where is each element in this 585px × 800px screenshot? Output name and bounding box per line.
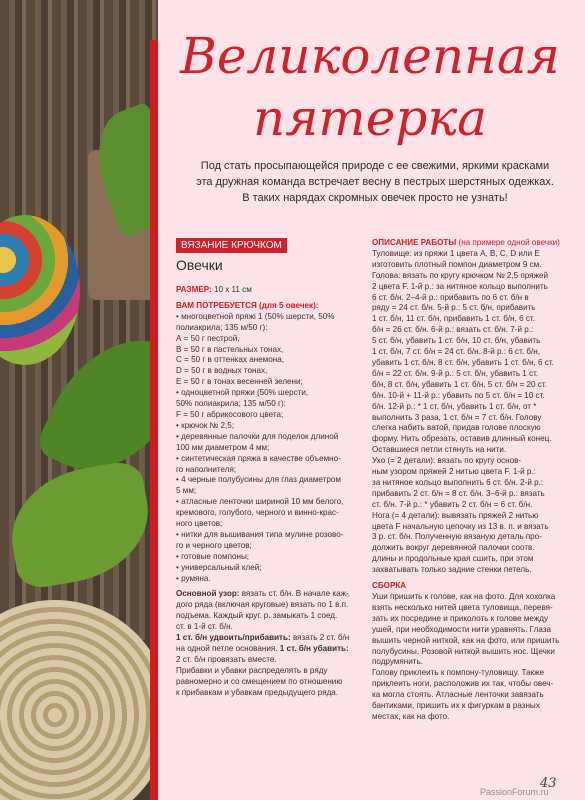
text-line: го наполнителя; [176,464,237,474]
text-line: изготовить плотный помпон диаметром 9 см. [372,259,542,269]
text-line: зать их посредине и приколоть к голове между [372,613,549,623]
text-line: А = 50 г пестрой, [176,333,240,343]
decrease-line: 2 ст. б/н провязать вместе. [176,654,277,664]
intro-text [170,158,580,206]
text-line: 3 р. ст. б/н. Полученную вязаную деталь про- [372,532,542,542]
text-line: Е = 50 г в тонах весенней зелени; [176,377,303,387]
intro-line: эта дружная команда встречает весну в пестрых шерстяных одежках. [196,176,554,188]
left-column [176,238,364,699]
text-line: • готовые помпоны; [176,551,250,561]
text-line: В = 50 г в пастельных тонах, [176,344,284,354]
work-description [372,249,568,576]
title-line-2: пятерка [253,89,487,147]
text-line: полубусины. Розовой ниткой вышить нос. Щечки [372,646,555,656]
page-number: 43 [540,776,557,791]
materials-list [176,312,364,585]
text-line: • многоцветной пряжі 1 (50% шерсти, 50% [176,311,335,321]
text-line: б/н. 10-й + 11-й р.: убавить по 5 ст. б/н = 10 ст. [372,390,545,400]
text-line: • деревянные палочки для поделок длиной [176,431,339,441]
accent-bar [150,40,158,800]
text-line: местах, как на фото. [372,711,450,721]
text-line: 6 ст. б/н. 2–4-й р.: прибавить по 6 ст. б/н в [372,292,529,302]
text-line: • нитки для вышивания типа мулине розово- [176,529,344,539]
text-line: • румяна. [176,573,211,583]
text-line: ка могла стоять. Атласные ленточки завязать [372,690,544,700]
text-line: • универсальный клей; [176,562,262,572]
text-line: 5 ст. б/н, убавить 1 ст. б/н, 10 ст. б/н, убавить [372,336,541,346]
text-line: ст. б/н. 7-й р.: * убавить 2 ст. б/н = 6 ст. б/н. [372,499,533,509]
text-line: Голова: вязать по кругу крючком № 2,5 пряжей [372,270,549,280]
pattern-line: подъема. Каждый круг. р. замыкать 1 соед. [176,611,338,621]
work-header: ОПИСАНИЕ РАБОТЫ (на примере одной овечки) [372,238,560,247]
page-title [160,25,580,149]
distribution-line: к прибавкам и убавкам предыдущего ряда. [176,687,339,697]
assembly-description [372,592,568,723]
text-line: слегка набить ватой, придав голове плоскую [372,423,541,433]
text-line: 1 ст. б/н, 11 ст. б/н, прибавить 1 ст. б/н, 6 ст. [372,314,535,324]
text-line: б/н = 22 ст. б/н. 9-й р.: 5 ст. б/н, убавить 1 ст. [372,368,539,378]
right-column [372,238,568,723]
article-subtitle: Овечки [176,257,223,273]
text-line: форму. Нить обрезать, оставив длинный конец. [372,434,552,444]
text-line: вышить черной ниткой, как на фото, или пришить [372,635,560,645]
text-line: полиакрила; 135 м/50 г): [176,322,268,332]
text-line: • 4 черные полубусины для глаз диаметром [176,475,341,485]
text-line: должить вокруг деревянной палочки соотв. [372,543,535,553]
text-line: 50% полиакрила; 135 м/50 г): [176,399,286,409]
text-line: ного цветов; [176,519,223,529]
distribution-line: равномерно и со смещением по отношению [176,676,343,686]
size-line: РАЗМЕР: 10 х 11 см [176,285,252,294]
text-line: • синтетическая пряжа в качестве объемно- [176,453,341,463]
text-line: цвета F начальную цепочку из 13 в. п. и вязать [372,521,549,531]
text-line: • крючок № 2,5; [176,420,234,430]
materials-header: ВАМ ПОТРЕБУЕТСЯ (для 5 овечек): [176,300,319,310]
title-line-1: Великолепная [180,27,560,85]
text-line: ным узором пряжей 2 нитью цвета F. 1-й р.: [372,467,536,477]
pattern-line: Основной узор: вязать ст. б/н. В начале каж- [176,589,349,599]
text-line: взять несколько нитей цвета туловища, перевя- [372,602,553,612]
text-line: б/н, 8 ст. б/н, убавить 1 ст. б/н, 5 ст. б/н = 20 ст. [372,379,547,389]
text-line: убавить 1 ст. б/н, 8 ст. б/н, убавить 1 ст. б/н, 6 ст. [372,357,554,367]
text-line: приклеить ноги, расположив их так, чтобы овеч- [372,679,554,689]
text-line: Голову приклеить к помпону-туловищу. Также [372,668,545,678]
text-line: 2 цвета F. 1-й р.: за нитяное кольцо выполнить [372,281,548,291]
text-line: • атласные ленточки шириной 10 мм белого, [176,497,344,507]
text-line: кремового, голубого, черного и винно-крас- [176,508,339,518]
text-line: • одноцветной пряжи (50% шерсти, [176,388,309,398]
text-line: Нога (= 4 детали): вывязать пряжей 2 нитью [372,510,539,520]
text-line: С = 50 г в оттенках анемона, [176,355,284,365]
increase-line: 1 ст. б/н удвоить/прибавить: вязать 2 ст. б/н [176,633,350,643]
text-line: ряду = 24 ст. б/н. 5-й р.: 5 ст. б/н, прибавить [372,303,536,313]
text-line: ушей, при необходимости нити уравнять. Глаза [372,624,551,634]
increase-line: на одной петле основания. 1 ст. б/н убавить: [176,644,349,653]
text-line: Уши пришить к голове, как на фото. Для хохолка [372,592,556,601]
text-line: бантиками, пришить их к фигуркам в разных [372,701,540,711]
hero-photo [0,0,158,800]
text-line: Туловище: из пряжи 1 цвета А, В, С, D или Е [372,248,540,258]
text-line: 100 мм диаметром 4 мм; [176,442,270,452]
text-line: захватывать только задние стенки петель. [372,565,532,575]
pattern-line: ст. в 1-й ст. б/н. [176,622,233,632]
text-line: F = 50 г абрикосового цвета; [176,409,284,419]
pattern-line: дого ряда (включая круговые) вязать по 1 в.п. [176,600,349,610]
text-line: D = 50 г в водных тонах, [176,366,268,376]
text-line: подрумянить. [372,657,423,667]
intro-line: Под стать просыпающейся природе с ее свежими, яркими красками [200,160,550,172]
text-line: б/н. 12-й р.: * 1 ст. б/н, убавить 1 ст. б/н, от * [372,401,537,411]
text-line: выполнить 3 раза, 1 ст. б/н = 7 ст. б/н. Голову [372,412,542,422]
distribution-line: Прибавки и убавки распределять в ряду [176,665,328,675]
rubric-badge: ВЯЗАНИЕ КРЮЧКОМ [176,238,287,253]
watermark: PassionForum.ru [480,787,549,797]
text-line: го и черного цветов; [176,540,252,550]
text-line: прибавить 2 ст. б/н = 8 ст. б/н. 3–6-й р.: вязать [372,488,545,498]
text-line: Ухо (= 2 детали): вязать по кругу основ- [372,456,522,466]
intro-line: В таких нарядах скромных овечек просто не узнать! [242,192,508,204]
text-line: Оставшиеся петли стянуть на нити. [372,445,507,455]
text-line: за нитяное кольцо выполнить 6 ст. б/н. 2-й р.: [372,477,544,487]
assembly-header: СБОРКА [372,581,407,591]
text-line: 1 ст. б/н, 7 ст. б/н = 24 ст. б/н. 8-й р.: 6 ст. б/н, [372,347,541,357]
text-line: б/н = 26 ст. б/н. 6-й р.: вязать ст. б/н. 7-й р.: [372,325,534,335]
text-line: длины и продольные края сшить, при этом [372,554,534,564]
text-line: 5 мм; [176,486,197,496]
